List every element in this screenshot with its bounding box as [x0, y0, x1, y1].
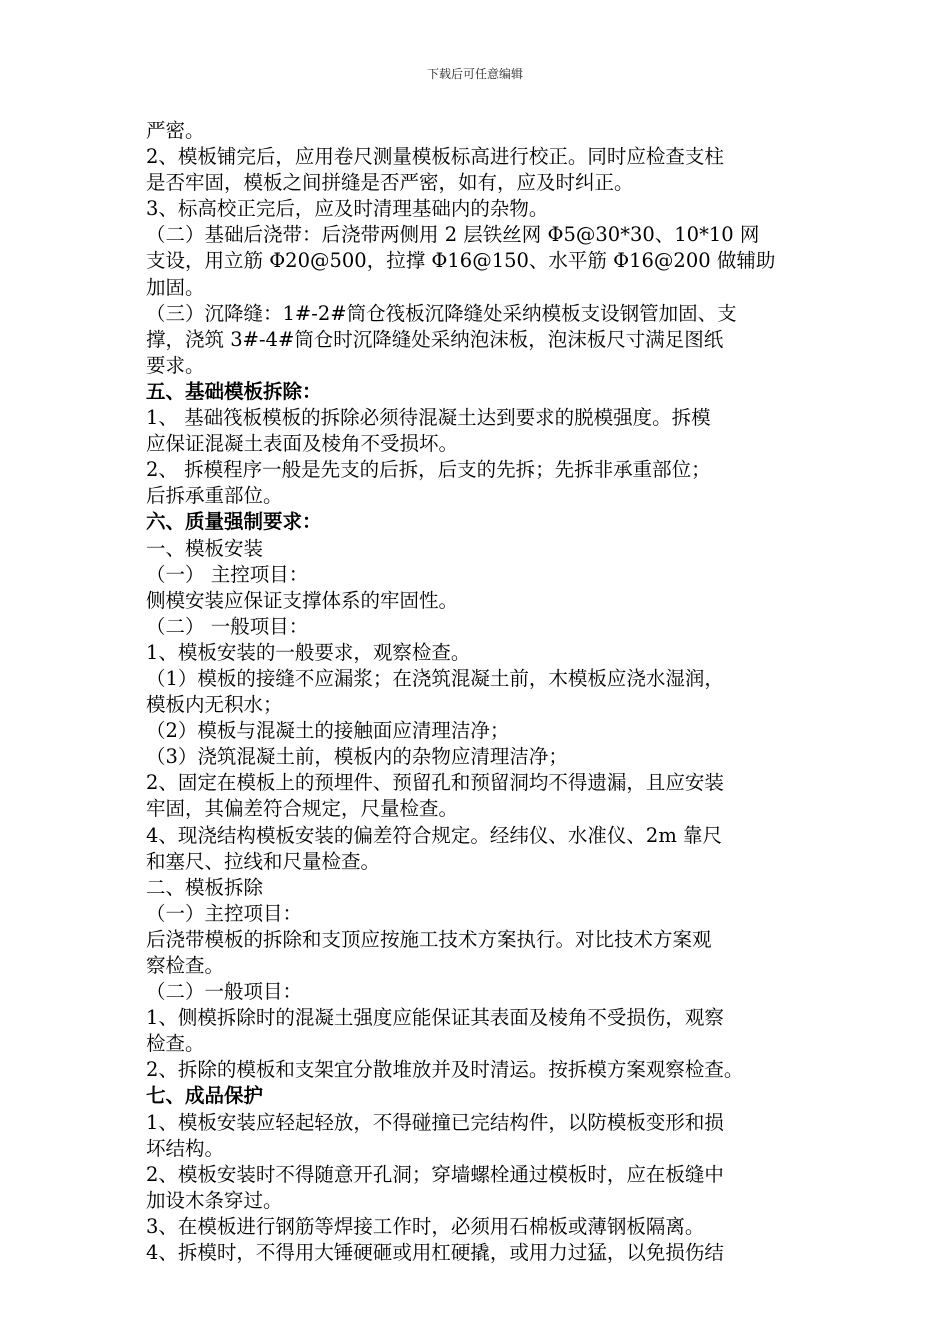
text-line: 3、在模板进行钢筋等焊接工作时，必须用石棉板或薄钢板隔离。	[146, 1214, 705, 1238]
text-line: 撑，浇筑 3#-4#筒仓时沉降缝处采纳泡沫板，泡沫板尺寸满足图纸	[146, 327, 724, 351]
text-line: 加设木条穿过。	[146, 1188, 283, 1212]
text-line: 1、 基础筏板模板的拆除必须待混凝土达到要求的脱模强度。拆模	[146, 406, 711, 430]
text-line: 支设，用立筋 Φ20@500，拉撑 Φ16@150、水平筋 Φ16@200 做辅助	[146, 249, 776, 273]
text-line: （三）沉降缝：1#-2#筒仓筏板沉降缝处采纳模板支设钢管加固、支	[146, 301, 737, 325]
text-line: 4、现浇结构模板安装的偏差符合规定。经纬仪、水准仪、2m 靠尺	[146, 823, 723, 847]
text-line: 二、模板拆除	[146, 875, 264, 899]
text-line: 加固。	[146, 275, 205, 299]
text-line: 4、拆模时，不得用大锤硬砸或用杠硬撬，或用力过猛，以免损伤结	[146, 1241, 724, 1265]
text-line: 后浇带模板的拆除和支顶应按施工技术方案执行。对比技术方案观	[146, 927, 712, 951]
text-line: 要求。	[146, 353, 205, 377]
text-line: 检查。	[146, 1032, 205, 1056]
text-line: 察检查。	[146, 954, 225, 977]
text-line: 1、模板安装应轻起轻放，不得碰撞已完结构件，以防模板变形和损	[146, 1110, 724, 1134]
text-line: （1）模板的接缝不应漏浆；在浇筑混凝土前，木模板应浇水湿润，	[146, 666, 724, 690]
text-line: 牢固，其偏差符合规定，尺量检查。	[146, 797, 459, 821]
text-line: （3）浇筑混凝土前，模板内的杂物应清理洁净；	[146, 745, 568, 769]
text-line: 2、拆除的模板和支架宜分散堆放并及时清运。按拆模方案观察检查。	[146, 1058, 744, 1082]
text-line: 坏结构。	[146, 1136, 225, 1160]
text-line: 和塞尺、拉线和尺量检查。	[146, 849, 381, 873]
text-line: 侧模安装应保证支撑体系的牢固性。	[146, 588, 459, 612]
page-header: 下载后可任意编辑	[426, 67, 523, 81]
text-line: 2、模板安装时不得随意开孔洞；穿墙螺栓通过模板时，应在板缝中	[146, 1162, 724, 1186]
text-line: 严密。	[146, 119, 205, 142]
section-heading: 七、成品保护	[146, 1084, 264, 1108]
section-heading: 六、质量强制要求：	[146, 510, 322, 534]
text-line: （二）基础后浇带：后浇带两侧用 2 层铁丝网 Φ5@30*30、10*10 网	[146, 223, 760, 247]
document-body	[146, 118, 826, 1266]
text-line: 1、模板安装的一般要求，观察检查。	[146, 640, 471, 664]
text-line: 后拆承重部位。	[146, 484, 283, 508]
text-line: 3、标高校正完后，应及时清理基础内的杂物。	[146, 197, 549, 221]
text-line: （二） 一般项目：	[146, 614, 309, 638]
text-line: 应保证混凝土表面及棱角不受损坏。	[146, 432, 459, 456]
text-line: 2、固定在模板上的预埋件、预留孔和预留洞均不得遗漏，且应安装	[146, 771, 724, 795]
text-line: 2、 拆模程序一般是先支的后拆，后支的先拆；先拆非承重部位；	[146, 458, 711, 482]
text-line: （一） 主控项目：	[146, 562, 309, 586]
text-line: （二）一般项目：	[146, 980, 303, 1004]
text-line: （2）模板与混凝土的接触面应清理洁净；	[146, 719, 510, 743]
text-line: 1、侧模拆除时的混凝土强度应能保证其表面及棱角不受损伤，观察	[146, 1006, 724, 1030]
text-line: 模板内无积水；	[146, 693, 283, 717]
text-line: 2、模板铺完后，应用卷尺测量模板标高进行校正。同时应检查支柱	[146, 145, 724, 169]
text-line: 一、模板安装	[146, 536, 264, 560]
text-line: 是否牢固，模板之间拼缝是否严密，如有，应及时纠正。	[146, 171, 634, 195]
section-heading: 五、基础模板拆除：	[146, 379, 322, 403]
text-line: （一）主控项目：	[146, 901, 303, 925]
